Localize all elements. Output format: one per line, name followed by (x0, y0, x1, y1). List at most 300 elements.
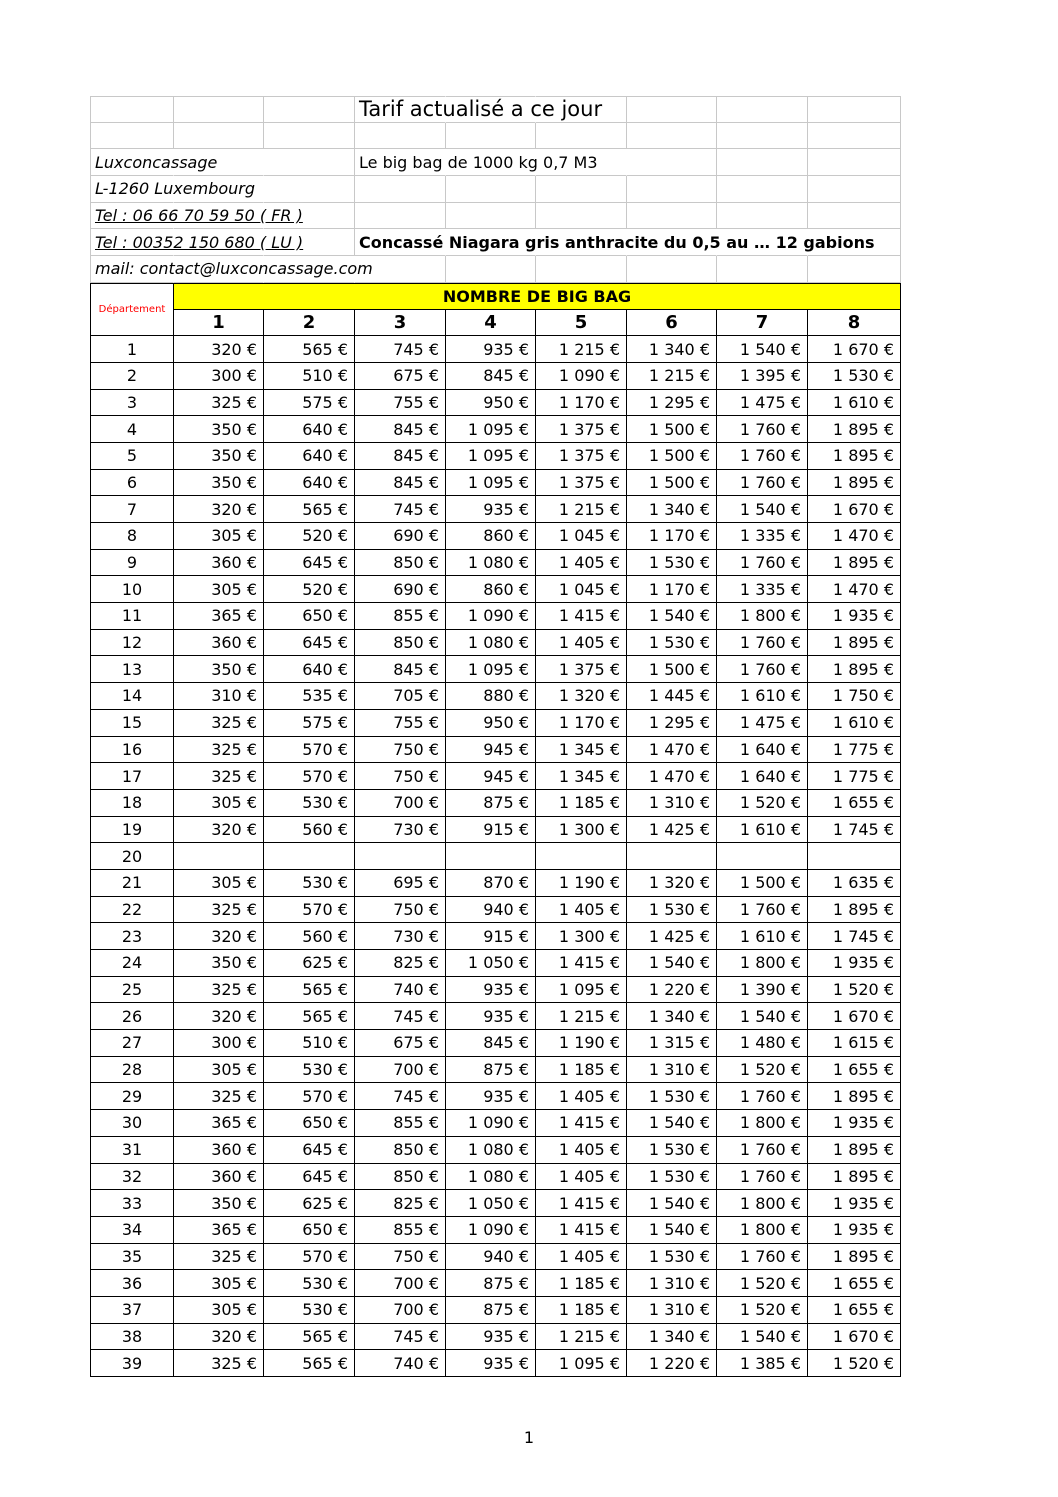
table-row (90, 1137, 901, 1164)
price-cell: 1 760 € (717, 1137, 808, 1164)
price-cell: 1 530 € (627, 1137, 717, 1164)
price-cell: 1 520 € (717, 790, 808, 817)
price-cell: 1 320 € (627, 870, 717, 897)
price-cell: 1 655 € (808, 790, 901, 817)
price-cell: 1 415 € (536, 1110, 627, 1137)
price-cell: 1 090 € (446, 603, 536, 630)
price-cell: 1 320 € (536, 683, 627, 710)
price-cell: 1 745 € (808, 923, 901, 950)
price-cell: 305 € (174, 576, 264, 603)
price-cell: 850 € (355, 630, 446, 657)
price-cell: 1 470 € (627, 737, 717, 764)
price-cell: 1 760 € (717, 443, 808, 470)
price-cell: 305 € (174, 870, 264, 897)
price-cell: 650 € (264, 1110, 355, 1137)
table-row (90, 336, 901, 363)
price-cell (717, 843, 808, 870)
price-cell: 350 € (174, 1190, 264, 1217)
dept-cell: 10 (90, 576, 174, 603)
price-cell: 1 520 € (808, 977, 901, 1004)
price-cell: 1 045 € (536, 523, 627, 550)
price-cell: 1 095 € (446, 416, 536, 443)
price-cell: 1 610 € (808, 390, 901, 417)
price-cell: 825 € (355, 1190, 446, 1217)
dept-cell: 35 (90, 1244, 174, 1271)
price-cell: 1 405 € (536, 550, 627, 577)
price-cell: 645 € (264, 630, 355, 657)
price-cell: 740 € (355, 977, 446, 1004)
phone-fr-link[interactable]: Tel : 06 66 70 59 50 ( FR ) (95, 206, 303, 226)
price-cell: 745 € (355, 1083, 446, 1110)
price-cell: 1 500 € (627, 443, 717, 470)
price-cell: 915 € (446, 817, 536, 844)
price-cell: 575 € (264, 710, 355, 737)
price-cell: 1 670 € (808, 1324, 901, 1351)
table-row (90, 1244, 901, 1271)
price-cell: 1 335 € (717, 576, 808, 603)
price-cell: 1 340 € (627, 1003, 717, 1030)
price-cell: 565 € (264, 977, 355, 1004)
price-cell: 1 540 € (717, 336, 808, 363)
dept-cell: 14 (90, 683, 174, 710)
price-cell: 1 300 € (536, 817, 627, 844)
price-cell: 1 395 € (717, 363, 808, 390)
price-cell: 1 500 € (717, 870, 808, 897)
company-address: L-1260 Luxembourg (95, 179, 256, 199)
price-cell: 1 295 € (627, 710, 717, 737)
price-cell: 1 655 € (808, 1270, 901, 1297)
price-cell: 625 € (264, 950, 355, 977)
price-cell: 1 295 € (627, 390, 717, 417)
column-header: 6 (627, 310, 717, 337)
price-cell: 1 405 € (536, 1083, 627, 1110)
price-cell: 1 080 € (446, 630, 536, 657)
price-cell: 945 € (446, 737, 536, 764)
price-cell: 1 475 € (717, 390, 808, 417)
price-cell: 1 170 € (627, 523, 717, 550)
price-cell: 1 635 € (808, 870, 901, 897)
price-cell: 935 € (446, 1350, 536, 1377)
table-row (90, 576, 901, 603)
dept-cell: 9 (90, 550, 174, 577)
table-row (90, 1164, 901, 1191)
price-cell: 1 170 € (627, 576, 717, 603)
price-cell: 1 655 € (808, 1057, 901, 1084)
table-row (90, 416, 901, 443)
price-table-body (90, 336, 901, 1377)
table-row (90, 1324, 901, 1351)
price-cell: 845 € (446, 363, 536, 390)
price-cell: 1 415 € (536, 1217, 627, 1244)
price-cell: 1 530 € (627, 550, 717, 577)
dept-cell: 7 (90, 496, 174, 523)
price-cell (446, 843, 536, 870)
price-cell: 1 530 € (627, 897, 717, 924)
price-cell: 1 310 € (627, 790, 717, 817)
price-cell: 745 € (355, 496, 446, 523)
price-cell: 1 405 € (536, 897, 627, 924)
price-cell: 705 € (355, 683, 446, 710)
dept-cell: 13 (90, 656, 174, 683)
price-cell: 1 935 € (808, 1190, 901, 1217)
price-cell: 1 520 € (717, 1057, 808, 1084)
price-cell: 1 760 € (717, 656, 808, 683)
column-header: 3 (355, 310, 446, 337)
column-header: 7 (717, 310, 808, 337)
price-cell: 310 € (174, 683, 264, 710)
price-cell: 1 540 € (627, 603, 717, 630)
price-cell: 1 050 € (446, 950, 536, 977)
price-cell: 305 € (174, 1270, 264, 1297)
price-cell: 325 € (174, 737, 264, 764)
dept-cell: 21 (90, 870, 174, 897)
dept-cell: 22 (90, 897, 174, 924)
price-cell: 1 425 € (627, 923, 717, 950)
dept-cell: 15 (90, 710, 174, 737)
price-cell: 325 € (174, 1350, 264, 1377)
price-cell: 365 € (174, 1110, 264, 1137)
dept-cell: 39 (90, 1350, 174, 1377)
dept-cell: 3 (90, 390, 174, 417)
price-cell: 1 500 € (627, 656, 717, 683)
price-cell: 565 € (264, 336, 355, 363)
price-cell: 1 540 € (627, 1190, 717, 1217)
price-cell: 935 € (446, 336, 536, 363)
price-cell: 860 € (446, 576, 536, 603)
price-cell: 350 € (174, 443, 264, 470)
dept-cell: 27 (90, 1030, 174, 1057)
table-row (90, 817, 901, 844)
price-cell: 750 € (355, 897, 446, 924)
price-cell: 1 080 € (446, 550, 536, 577)
price-cell: 1 470 € (808, 576, 901, 603)
price-cell: 350 € (174, 416, 264, 443)
price-cell: 350 € (174, 470, 264, 497)
price-cell: 565 € (264, 1003, 355, 1030)
page-number: 1 (523, 1428, 535, 1447)
table-row (90, 1003, 901, 1030)
price-cell: 1 760 € (717, 897, 808, 924)
price-cell: 305 € (174, 1057, 264, 1084)
price-cell: 1 895 € (808, 550, 901, 577)
price-cell: 875 € (446, 1270, 536, 1297)
price-cell: 1 340 € (627, 1324, 717, 1351)
price-cell: 1 340 € (627, 336, 717, 363)
price-cell: 875 € (446, 790, 536, 817)
price-cell: 875 € (446, 1057, 536, 1084)
price-cell: 530 € (264, 790, 355, 817)
price-cell: 570 € (264, 897, 355, 924)
price-cell: 730 € (355, 923, 446, 950)
price-cell: 1 170 € (536, 390, 627, 417)
column-header: 5 (536, 310, 627, 337)
price-cell: 1 760 € (717, 416, 808, 443)
price-cell: 1 045 € (536, 576, 627, 603)
price-cell: 560 € (264, 923, 355, 950)
price-cell (808, 843, 901, 870)
price-cell: 1 095 € (536, 1350, 627, 1377)
price-cell: 1 405 € (536, 1244, 627, 1271)
price-cell: 1 415 € (536, 603, 627, 630)
price-cell: 565 € (264, 1350, 355, 1377)
price-cell: 1 895 € (808, 416, 901, 443)
price-cell: 1 185 € (536, 1297, 627, 1324)
price-cell: 650 € (264, 1217, 355, 1244)
price-cell (355, 843, 446, 870)
price-cell: 1 375 € (536, 416, 627, 443)
price-cell: 530 € (264, 1057, 355, 1084)
price-cell: 1 470 € (808, 523, 901, 550)
price-cell: 1 310 € (627, 1270, 717, 1297)
price-cell: 935 € (446, 1083, 536, 1110)
price-cell: 1 185 € (536, 1057, 627, 1084)
price-cell: 1 215 € (627, 363, 717, 390)
sheet-row-phone-lu (90, 229, 901, 256)
price-cell: 360 € (174, 1137, 264, 1164)
price-cell: 570 € (264, 1244, 355, 1271)
company-name: Luxconcassage (95, 152, 218, 172)
price-cell: 1 050 € (446, 1190, 536, 1217)
price-cell: 530 € (264, 1297, 355, 1324)
price-cell: 1 750 € (808, 683, 901, 710)
price-cell: 1 095 € (446, 470, 536, 497)
price-cell: 1 530 € (627, 630, 717, 657)
price-cell: 1 080 € (446, 1137, 536, 1164)
price-cell: 640 € (264, 416, 355, 443)
price-cell: 305 € (174, 1297, 264, 1324)
price-cell: 1 640 € (717, 763, 808, 790)
price-cell: 510 € (264, 363, 355, 390)
price-cell: 1 800 € (717, 1217, 808, 1244)
price-cell: 700 € (355, 1057, 446, 1084)
price-cell: 915 € (446, 923, 536, 950)
price-cell: 320 € (174, 1324, 264, 1351)
price-cell: 1 760 € (717, 550, 808, 577)
price-cell: 530 € (264, 1270, 355, 1297)
price-cell: 935 € (446, 1324, 536, 1351)
price-cell: 870 € (446, 870, 536, 897)
price-cell: 1 610 € (808, 710, 901, 737)
table-row (90, 1030, 901, 1057)
table-row (90, 1083, 901, 1110)
price-cell: 1 500 € (627, 416, 717, 443)
price-cell (536, 843, 627, 870)
price-cell: 1 610 € (717, 683, 808, 710)
price-cell: 845 € (355, 416, 446, 443)
table-row (90, 790, 901, 817)
sheet-row-address (90, 176, 901, 203)
price-cell: 300 € (174, 363, 264, 390)
price-cell: 1 760 € (717, 1083, 808, 1110)
price-cell: 325 € (174, 897, 264, 924)
price-cell: 1 090 € (536, 363, 627, 390)
dept-cell: 1 (90, 336, 174, 363)
price-cell: 640 € (264, 656, 355, 683)
price-cell: 850 € (355, 1137, 446, 1164)
dept-cell: 6 (90, 470, 174, 497)
group-header: NOMBRE DE BIG BAG (174, 283, 901, 310)
dept-cell: 19 (90, 817, 174, 844)
table-row (90, 923, 901, 950)
price-cell: 675 € (355, 363, 446, 390)
price-cell: 1 190 € (536, 1030, 627, 1057)
price-cell: 1 540 € (717, 1003, 808, 1030)
price-cell: 320 € (174, 1003, 264, 1030)
product-size: Le big bag de 1000 kg 0,7 M3 (359, 152, 598, 172)
price-cell: 360 € (174, 630, 264, 657)
table-row (90, 683, 901, 710)
price-cell: 360 € (174, 1164, 264, 1191)
table-row (90, 363, 901, 390)
dept-cell: 5 (90, 443, 174, 470)
dept-cell: 26 (90, 1003, 174, 1030)
price-cell: 1 425 € (627, 817, 717, 844)
price-cell: 300 € (174, 1030, 264, 1057)
price-cell: 1 405 € (536, 1164, 627, 1191)
price-cell: 565 € (264, 1324, 355, 1351)
price-cell: 1 760 € (717, 470, 808, 497)
price-cell: 520 € (264, 576, 355, 603)
price-cell: 640 € (264, 443, 355, 470)
price-cell: 1 345 € (536, 763, 627, 790)
price-cell: 845 € (446, 1030, 536, 1057)
price-cell: 1 935 € (808, 1217, 901, 1244)
price-cell: 1 310 € (627, 1057, 717, 1084)
price-cell: 1 935 € (808, 950, 901, 977)
price-cell: 750 € (355, 763, 446, 790)
price-cell: 1 640 € (717, 737, 808, 764)
price-cell: 1 935 € (808, 1110, 901, 1137)
price-cell: 700 € (355, 1297, 446, 1324)
price-cell: 1 475 € (717, 710, 808, 737)
column-header: 1 (174, 310, 264, 337)
price-cell: 935 € (446, 496, 536, 523)
price-cell: 1 800 € (717, 950, 808, 977)
price-cell: 530 € (264, 870, 355, 897)
price-sheet (90, 96, 901, 1377)
price-cell: 1 800 € (717, 1110, 808, 1137)
price-cell: 1 530 € (627, 1083, 717, 1110)
price-cell: 1 220 € (627, 1350, 717, 1377)
price-cell: 1 170 € (536, 710, 627, 737)
price-cell: 1 760 € (717, 1244, 808, 1271)
price-cell: 645 € (264, 1137, 355, 1164)
price-cell: 1 090 € (446, 1217, 536, 1244)
price-cell: 645 € (264, 550, 355, 577)
dept-cell: 16 (90, 737, 174, 764)
price-cell: 320 € (174, 336, 264, 363)
price-cell: 1 500 € (627, 470, 717, 497)
table-row (90, 710, 901, 737)
price-cell: 305 € (174, 790, 264, 817)
dept-cell: 32 (90, 1164, 174, 1191)
price-cell: 365 € (174, 1217, 264, 1244)
table-row (90, 1270, 901, 1297)
price-cell: 1 670 € (808, 496, 901, 523)
column-headers (174, 310, 901, 337)
price-cell: 850 € (355, 1164, 446, 1191)
price-cell: 1 375 € (536, 470, 627, 497)
price-cell: 855 € (355, 1217, 446, 1244)
price-cell: 520 € (264, 523, 355, 550)
dept-cell: 23 (90, 923, 174, 950)
price-cell: 1 375 € (536, 656, 627, 683)
price-cell: 645 € (264, 1164, 355, 1191)
price-cell: 1 895 € (808, 1244, 901, 1271)
price-cell: 1 185 € (536, 790, 627, 817)
dept-cell: 28 (90, 1057, 174, 1084)
table-row (90, 390, 901, 417)
price-cell: 1 375 € (536, 443, 627, 470)
price-cell: 1 310 € (627, 1297, 717, 1324)
price-cell: 850 € (355, 550, 446, 577)
price-cell: 950 € (446, 710, 536, 737)
price-cell: 855 € (355, 1110, 446, 1137)
price-cell: 305 € (174, 523, 264, 550)
price-cell: 1 220 € (627, 977, 717, 1004)
dept-cell: 29 (90, 1083, 174, 1110)
price-cell: 730 € (355, 817, 446, 844)
price-cell: 1 775 € (808, 737, 901, 764)
table-row (90, 843, 901, 870)
dept-cell: 34 (90, 1217, 174, 1244)
price-cell: 1 895 € (808, 443, 901, 470)
price-cell: 1 520 € (717, 1270, 808, 1297)
price-cell: 325 € (174, 763, 264, 790)
price-cell: 845 € (355, 470, 446, 497)
dept-cell: 30 (90, 1110, 174, 1137)
price-cell: 1 480 € (717, 1030, 808, 1057)
price-cell: 1 215 € (536, 1003, 627, 1030)
dept-cell: 36 (90, 1270, 174, 1297)
column-header: 8 (808, 310, 901, 337)
table-row (90, 763, 901, 790)
price-cell: 365 € (174, 603, 264, 630)
price-cell: 535 € (264, 683, 355, 710)
price-cell: 560 € (264, 817, 355, 844)
table-row (90, 470, 901, 497)
price-cell: 320 € (174, 496, 264, 523)
sheet-row-title (90, 96, 901, 123)
price-cell: 1 385 € (717, 1350, 808, 1377)
price-cell: 1 610 € (717, 817, 808, 844)
price-cell: 860 € (446, 523, 536, 550)
price-cell: 755 € (355, 390, 446, 417)
price-cell: 875 € (446, 1297, 536, 1324)
price-cell: 940 € (446, 897, 536, 924)
price-cell: 1 800 € (717, 603, 808, 630)
price-cell: 1 655 € (808, 1297, 901, 1324)
price-cell: 1 300 € (536, 923, 627, 950)
table-row (90, 1217, 901, 1244)
price-cell: 690 € (355, 523, 446, 550)
dept-cell: 4 (90, 416, 174, 443)
dept-cell: 2 (90, 363, 174, 390)
price-cell: 1 095 € (446, 443, 536, 470)
price-cell: 1 540 € (627, 1217, 717, 1244)
price-cell: 570 € (264, 737, 355, 764)
price-cell: 1 315 € (627, 1030, 717, 1057)
table-row (90, 1190, 901, 1217)
phone-lu-link[interactable]: Tel : 00352 150 680 ( LU ) (95, 232, 304, 252)
price-cell: 1 895 € (808, 1083, 901, 1110)
email-link[interactable]: mail: contact@luxconcassage.com (95, 259, 373, 279)
table-row (90, 603, 901, 630)
price-cell: 1 935 € (808, 603, 901, 630)
price-cell: 845 € (355, 443, 446, 470)
table-row (90, 496, 901, 523)
price-cell: 325 € (174, 1244, 264, 1271)
